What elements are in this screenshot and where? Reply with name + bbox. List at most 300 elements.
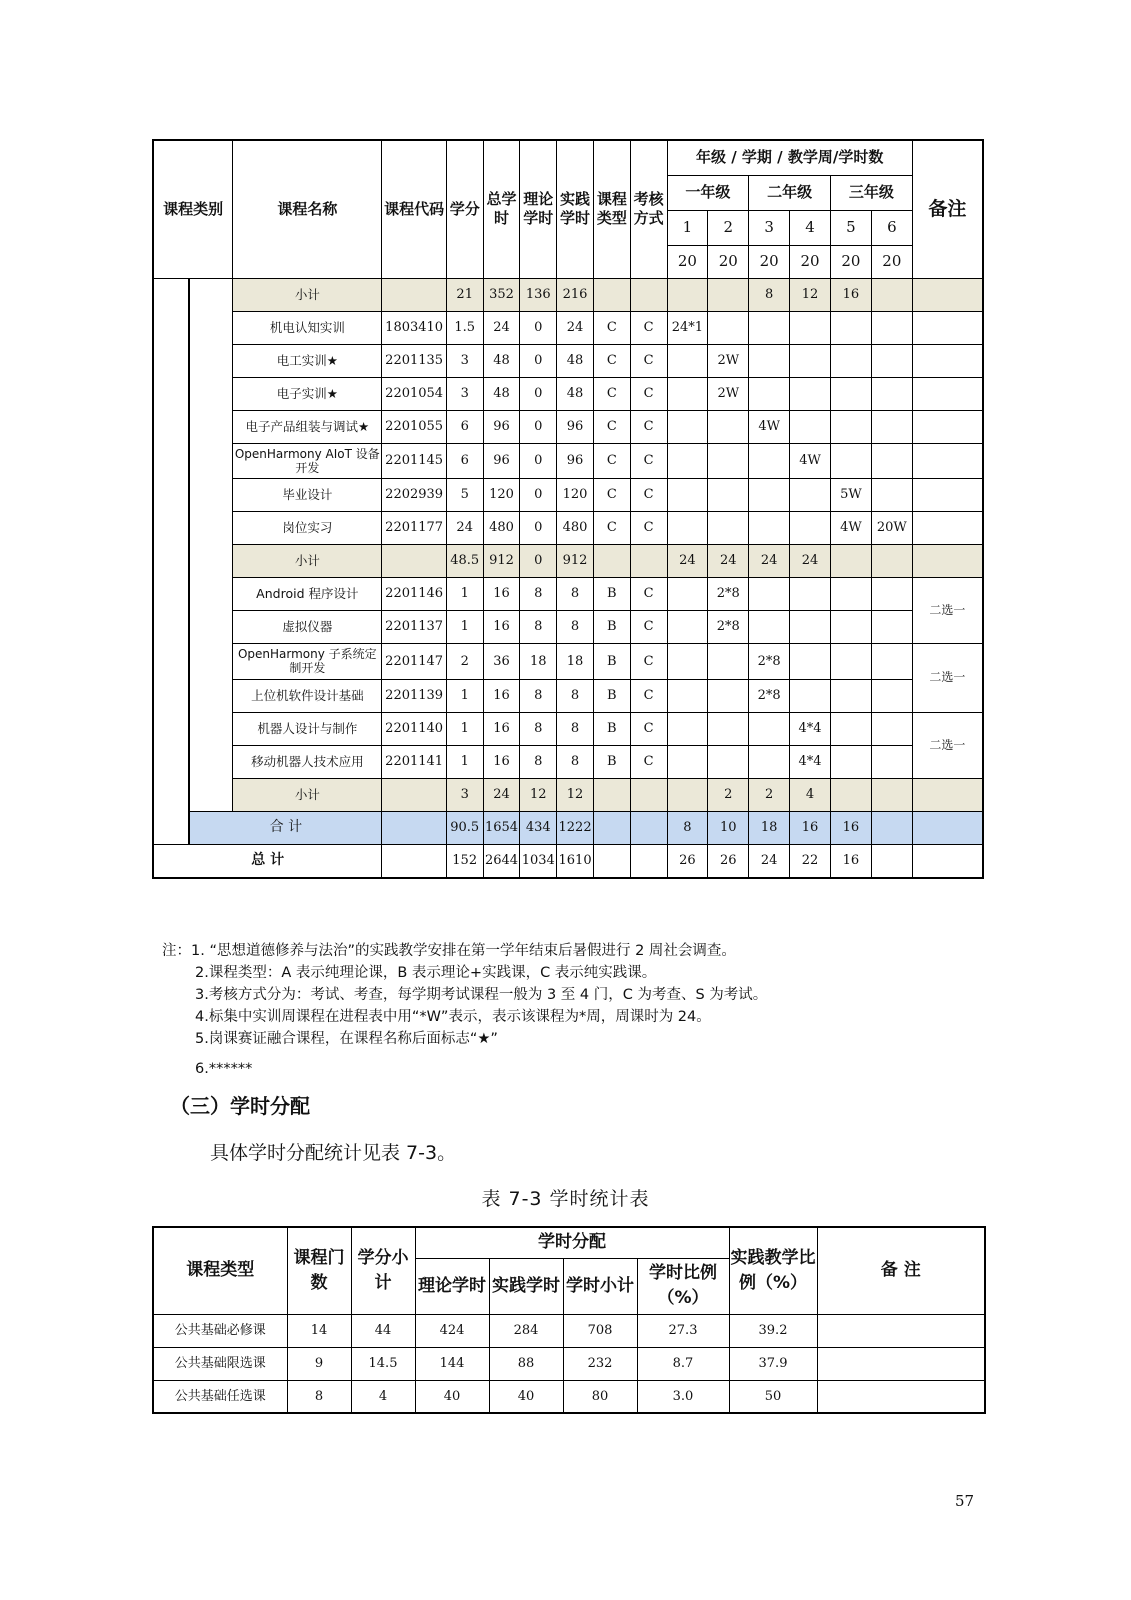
table-cell: 37.9 xyxy=(729,1347,817,1380)
remarks-cell xyxy=(912,311,983,344)
remarks-cell xyxy=(912,377,983,410)
table-cell xyxy=(831,745,872,778)
table-cell: 352 xyxy=(483,278,520,311)
note-line: 2.课程类型：A 表示纯理论课，B 表示理论+实践课，C 表示纯实践课。 xyxy=(195,965,657,981)
t2-header-practice: 实践学时 xyxy=(489,1258,563,1314)
table-cell: C xyxy=(630,377,667,410)
course-row xyxy=(153,745,983,778)
table-cell: 2202939 xyxy=(382,478,446,511)
table-cell: 1 xyxy=(446,679,483,712)
table-cell: 4W xyxy=(790,443,831,478)
table-cell: 3 xyxy=(446,344,483,377)
remarks-cell xyxy=(912,478,983,511)
table-cell xyxy=(831,610,872,643)
table-cell xyxy=(382,844,446,878)
table-cell xyxy=(831,344,872,377)
table-cell xyxy=(667,679,708,712)
table-row xyxy=(153,1380,985,1413)
table-cell xyxy=(749,712,790,745)
table-cell xyxy=(667,745,708,778)
table-cell: 96 xyxy=(557,410,594,443)
category-cell xyxy=(153,443,190,478)
table-cell: 2 xyxy=(708,778,749,811)
table-cell: 16 xyxy=(831,844,872,878)
table-cell xyxy=(871,377,912,410)
table-cell: 912 xyxy=(557,544,594,577)
table-cell: 2201145 xyxy=(382,443,446,478)
table-cell xyxy=(831,778,872,811)
table-cell xyxy=(630,811,667,844)
table-cell xyxy=(593,811,630,844)
table-cell xyxy=(749,511,790,544)
header-remarks: 备注 xyxy=(912,140,983,278)
remarks-cell xyxy=(912,344,983,377)
table-cell: 8 xyxy=(557,610,594,643)
table-cell xyxy=(749,610,790,643)
table-cell xyxy=(831,577,872,610)
table-cell xyxy=(708,478,749,511)
table-cell: 4W xyxy=(749,410,790,443)
table-cell xyxy=(593,278,630,311)
table-cell xyxy=(831,643,872,679)
table-cell: 480 xyxy=(483,511,520,544)
table-cell: 24 xyxy=(557,311,594,344)
table-cell xyxy=(667,511,708,544)
table-cell xyxy=(749,577,790,610)
table-cell: C xyxy=(593,311,630,344)
total-label: 合 计 xyxy=(190,811,382,844)
table-cell xyxy=(749,344,790,377)
total-row xyxy=(153,811,983,844)
remarks-cell xyxy=(912,511,983,544)
course-name-cell: 电子产品组装与调试★ xyxy=(233,410,382,443)
table-cell: 26 xyxy=(708,844,749,878)
table-cell xyxy=(871,643,912,679)
table-cell xyxy=(630,778,667,811)
table-cell: 21 xyxy=(446,278,483,311)
remarks-cell xyxy=(912,544,983,577)
table-cell: C xyxy=(630,610,667,643)
table-cell: 16 xyxy=(483,610,520,643)
table-cell: 24 xyxy=(749,544,790,577)
table-cell: 912 xyxy=(483,544,520,577)
table-cell xyxy=(831,377,872,410)
table-cell: 1654 xyxy=(483,811,520,844)
table-cell: 3.0 xyxy=(637,1380,729,1413)
table-cell xyxy=(382,811,446,844)
course-name-cell: 机器人设计与制作 xyxy=(233,712,382,745)
t2-header-credit: 学分小计 xyxy=(351,1227,415,1314)
category-cell xyxy=(190,544,233,577)
category-cell xyxy=(153,478,190,511)
category-cell xyxy=(153,410,190,443)
table-cell: 2201147 xyxy=(382,643,446,679)
course-row xyxy=(153,344,983,377)
table-cell: 50 xyxy=(729,1380,817,1413)
table-cell xyxy=(871,410,912,443)
header-exam-method: 考核方式 xyxy=(630,140,667,278)
category-cell xyxy=(153,679,190,712)
category-cell xyxy=(190,410,233,443)
category-cell xyxy=(153,778,190,811)
category-cell xyxy=(153,577,190,610)
table-cell: 24 xyxy=(708,544,749,577)
header-term-cell: 1 xyxy=(667,210,708,245)
table-cell: 12 xyxy=(790,278,831,311)
table-cell xyxy=(831,443,872,478)
t2-header-remarks: 备 注 xyxy=(817,1227,985,1314)
note-line: 注：1. “思想道德修养与法治”的实践教学安排在第一学年结束后暑假进行 2 周社会调查。 xyxy=(162,943,736,959)
table-cell xyxy=(871,443,912,478)
table-cell: 232 xyxy=(563,1347,637,1380)
table-cell: 26 xyxy=(667,844,708,878)
table-cell xyxy=(790,377,831,410)
table-cell: 12 xyxy=(520,778,557,811)
table-row xyxy=(153,1314,985,1347)
course-row xyxy=(153,610,983,643)
table-cell: 24*1 xyxy=(667,311,708,344)
table-cell xyxy=(667,577,708,610)
table-cell: 24 xyxy=(667,544,708,577)
course-name-cell: 机电认知实训 xyxy=(233,311,382,344)
table-cell: 144 xyxy=(415,1347,489,1380)
t2-header-ratio: 学时比例（%） xyxy=(637,1258,729,1314)
table-cell: 4*4 xyxy=(790,712,831,745)
table-cell: 16 xyxy=(831,278,872,311)
table-cell: 1.5 xyxy=(446,311,483,344)
table-cell xyxy=(667,610,708,643)
table-cell: 5 xyxy=(446,478,483,511)
table-cell xyxy=(630,278,667,311)
table-cell: 0 xyxy=(520,544,557,577)
remarks-cell xyxy=(912,443,983,478)
course-row xyxy=(153,478,983,511)
category-cell xyxy=(190,511,233,544)
table-cell xyxy=(790,311,831,344)
category-cell xyxy=(190,443,233,478)
table-cell xyxy=(630,544,667,577)
grand-total-row xyxy=(153,844,983,878)
table-cell: 2201054 xyxy=(382,377,446,410)
table-cell: 424 xyxy=(415,1314,489,1347)
table-cell: 2201137 xyxy=(382,610,446,643)
table-cell xyxy=(630,844,667,878)
table-cell xyxy=(708,410,749,443)
table-cell xyxy=(790,511,831,544)
table-cell: 1222 xyxy=(557,811,594,844)
table-cell: 8 xyxy=(520,712,557,745)
header-course-type: 课程类型 xyxy=(593,140,630,278)
course-name-cell: 移动机器人技术应用 xyxy=(233,745,382,778)
table-cell xyxy=(871,745,912,778)
table-cell xyxy=(708,712,749,745)
subtotal-row xyxy=(153,278,983,311)
table-cell: C xyxy=(630,410,667,443)
table-cell xyxy=(790,344,831,377)
table-cell: C xyxy=(593,511,630,544)
table-cell: 4 xyxy=(790,778,831,811)
table-cell: 2W xyxy=(708,344,749,377)
table-cell: B xyxy=(593,643,630,679)
header-term-cell: 5 xyxy=(831,210,872,245)
table-cell: 120 xyxy=(557,478,594,511)
table-cell: B xyxy=(593,745,630,778)
course-name-cell: 上位机软件设计基础 xyxy=(233,679,382,712)
table-cell: 12 xyxy=(557,778,594,811)
table-cell xyxy=(912,811,983,844)
header-week-cell: 20 xyxy=(749,245,790,278)
course-row xyxy=(153,577,983,610)
table-cell: 3 xyxy=(446,377,483,410)
table-cell xyxy=(708,311,749,344)
table-cell: 48 xyxy=(557,344,594,377)
table-cell: 24 xyxy=(446,511,483,544)
hours-statistics-table xyxy=(152,1226,986,1414)
table-cell: 48 xyxy=(483,377,520,410)
table-cell: 480 xyxy=(557,511,594,544)
table-cell: C xyxy=(630,577,667,610)
table-cell: 0 xyxy=(520,478,557,511)
header-term-cell: 4 xyxy=(790,210,831,245)
course-schedule-table xyxy=(152,139,984,879)
t2-header-theory: 理论学时 xyxy=(415,1258,489,1314)
header-practice-hours: 实践学时 xyxy=(557,140,594,278)
course-name-cell: 电工实训★ xyxy=(233,344,382,377)
table-cell: 10 xyxy=(708,811,749,844)
note-line: 3.考核方式分为：考试、考查，每学期考试课程一般为 3 至 4 门，C 为考查、S 为考试。 xyxy=(195,987,768,1003)
header-schedule: 年级 / 学期 / 教学周/学时数 xyxy=(667,140,912,175)
table-cell: 4*4 xyxy=(790,745,831,778)
table-cell xyxy=(708,278,749,311)
note-line: 6.****** xyxy=(195,1061,253,1077)
table-cell xyxy=(871,679,912,712)
table-cell: C xyxy=(630,311,667,344)
table-cell: C xyxy=(630,478,667,511)
table-cell: 0 xyxy=(520,311,557,344)
table-cell: 48.5 xyxy=(446,544,483,577)
table-cell: 8 xyxy=(520,745,557,778)
table-cell: 16 xyxy=(483,577,520,610)
category-cell xyxy=(190,577,233,610)
notes-block xyxy=(162,940,767,1080)
table-cell: 8 xyxy=(557,712,594,745)
t2-header-practice-ratio: 实践教学比例（%） xyxy=(729,1227,817,1314)
table-cell xyxy=(831,311,872,344)
table-cell: 8 xyxy=(749,278,790,311)
category-cell xyxy=(153,610,190,643)
course-row xyxy=(153,511,983,544)
table-cell: C xyxy=(630,712,667,745)
table-cell: C xyxy=(593,377,630,410)
table-cell: 8 xyxy=(520,679,557,712)
course-row xyxy=(153,377,983,410)
table-cell: 88 xyxy=(489,1347,563,1380)
header-category: 课程类别 xyxy=(153,140,233,278)
remarks-cell: 二选一 xyxy=(912,643,983,712)
table-cell: C xyxy=(630,511,667,544)
table-cell: 9 xyxy=(287,1347,351,1380)
category-cell xyxy=(153,643,190,679)
table-cell: 18 xyxy=(520,643,557,679)
course-name-cell: 小计 xyxy=(233,278,382,311)
table-cell: 16 xyxy=(483,745,520,778)
table-cell: 80 xyxy=(563,1380,637,1413)
table-cell xyxy=(871,811,912,844)
section-title: （三）学时分配 xyxy=(170,1094,310,1118)
table-cell: 48 xyxy=(557,377,594,410)
table-cell: 8 xyxy=(520,610,557,643)
table-cell xyxy=(749,443,790,478)
table-cell xyxy=(382,778,446,811)
course-row xyxy=(153,410,983,443)
table-cell: 2*8 xyxy=(749,679,790,712)
table-cell: 27.3 xyxy=(637,1314,729,1347)
table-cell: 2201141 xyxy=(382,745,446,778)
table-cell xyxy=(817,1347,985,1380)
table-cell: 0 xyxy=(520,511,557,544)
table-cell: 2201055 xyxy=(382,410,446,443)
category-cell xyxy=(190,712,233,745)
table-cell: 1803410 xyxy=(382,311,446,344)
table-cell: 2201146 xyxy=(382,577,446,610)
table-cell: 6 xyxy=(446,443,483,478)
table-cell xyxy=(871,577,912,610)
note-line: 4.标集中实训周课程在进程表中用“*W”表示，表示该课程为*周，周课时为 24。 xyxy=(195,1009,711,1025)
category-cell xyxy=(153,377,190,410)
table-cell: 1610 xyxy=(557,844,594,878)
table-cell: 1 xyxy=(446,610,483,643)
table-cell: C xyxy=(593,344,630,377)
table-cell xyxy=(790,610,831,643)
table-cell xyxy=(708,679,749,712)
table-cell: 8 xyxy=(287,1380,351,1413)
table-cell xyxy=(708,643,749,679)
table-cell: 2201135 xyxy=(382,344,446,377)
table-cell: 20W xyxy=(871,511,912,544)
subtotal-row xyxy=(153,544,983,577)
table-cell: 96 xyxy=(557,443,594,478)
category-cell xyxy=(153,311,190,344)
table-cell: 22 xyxy=(790,844,831,878)
table-cell: 24 xyxy=(790,544,831,577)
remarks-cell xyxy=(912,778,983,811)
table-cell xyxy=(749,377,790,410)
table-cell xyxy=(871,544,912,577)
table-cell xyxy=(817,1380,985,1413)
table-cell: C xyxy=(593,443,630,478)
table-cell: 6 xyxy=(446,410,483,443)
table-cell: 8 xyxy=(557,679,594,712)
table-cell: 2W xyxy=(708,377,749,410)
table-cell xyxy=(667,778,708,811)
table-cell: 24 xyxy=(483,778,520,811)
table-cell: 16 xyxy=(483,679,520,712)
table-cell xyxy=(749,745,790,778)
table-cell: 48 xyxy=(483,344,520,377)
header-week-cell: 20 xyxy=(871,245,912,278)
table-cell: 0 xyxy=(520,443,557,478)
course-row xyxy=(153,712,983,745)
header-week-cell: 20 xyxy=(667,245,708,278)
table-cell xyxy=(593,778,630,811)
table-cell: B xyxy=(593,577,630,610)
table-cell: 14 xyxy=(287,1314,351,1347)
table-cell: 2644 xyxy=(483,844,520,878)
t2-header-count: 课程门数 xyxy=(287,1227,351,1314)
table-cell xyxy=(817,1314,985,1347)
table-cell: B xyxy=(593,610,630,643)
table-cell xyxy=(667,377,708,410)
category-cell xyxy=(153,278,190,311)
table-caption: 表 7-3 学时统计表 xyxy=(481,1188,650,1210)
grand-total-label: 总 计 xyxy=(153,844,382,878)
table-cell xyxy=(708,443,749,478)
table-cell: 1 xyxy=(446,712,483,745)
category-cell xyxy=(190,344,233,377)
category-cell xyxy=(153,544,190,577)
table-cell: C xyxy=(630,344,667,377)
table-cell: 24 xyxy=(483,311,520,344)
table-cell: 24 xyxy=(749,844,790,878)
table-cell: 16 xyxy=(483,712,520,745)
table-cell: C xyxy=(630,643,667,679)
table-cell: 8 xyxy=(557,577,594,610)
category-cell xyxy=(153,745,190,778)
header-theory-hours: 理论学时 xyxy=(520,140,557,278)
table-cell: 40 xyxy=(489,1380,563,1413)
table-cell: 96 xyxy=(483,410,520,443)
table-cell xyxy=(749,478,790,511)
table-cell xyxy=(831,679,872,712)
table-cell xyxy=(871,844,912,878)
table-cell: 36 xyxy=(483,643,520,679)
header-credit: 学分 xyxy=(446,140,483,278)
table-cell xyxy=(871,311,912,344)
header-course-code: 课程代码 xyxy=(382,140,446,278)
course-name-cell: OpenHarmony 子系统定制开发 xyxy=(233,643,382,679)
table-cell: 2*8 xyxy=(708,610,749,643)
table-cell xyxy=(667,643,708,679)
table-cell: 1 xyxy=(446,577,483,610)
remarks-cell xyxy=(912,278,983,311)
page-number: 57 xyxy=(955,1492,975,1510)
header-term-cell: 2 xyxy=(708,210,749,245)
table-cell: 120 xyxy=(483,478,520,511)
table-cell: 40 xyxy=(415,1380,489,1413)
table-cell xyxy=(831,410,872,443)
t2-header-type: 课程类型 xyxy=(153,1227,287,1314)
table-cell: 2 xyxy=(446,643,483,679)
table-cell: B xyxy=(593,712,630,745)
table-cell: 8 xyxy=(520,577,557,610)
table-cell: 4 xyxy=(351,1380,415,1413)
table-cell: 18 xyxy=(749,811,790,844)
table-cell xyxy=(667,344,708,377)
header-week-cell: 20 xyxy=(831,245,872,278)
table-cell: 1 xyxy=(446,745,483,778)
table-cell: C xyxy=(630,443,667,478)
table-cell: 90.5 xyxy=(446,811,483,844)
table-cell xyxy=(667,712,708,745)
category-cell xyxy=(190,610,233,643)
table-cell: C xyxy=(593,410,630,443)
t2-header-alloc: 学时分配 xyxy=(415,1227,729,1258)
table-cell xyxy=(871,344,912,377)
table-cell: 1034 xyxy=(520,844,557,878)
course-name-cell: Android 程序设计 xyxy=(233,577,382,610)
course-name-cell: 岗位实习 xyxy=(233,511,382,544)
table-cell xyxy=(871,712,912,745)
